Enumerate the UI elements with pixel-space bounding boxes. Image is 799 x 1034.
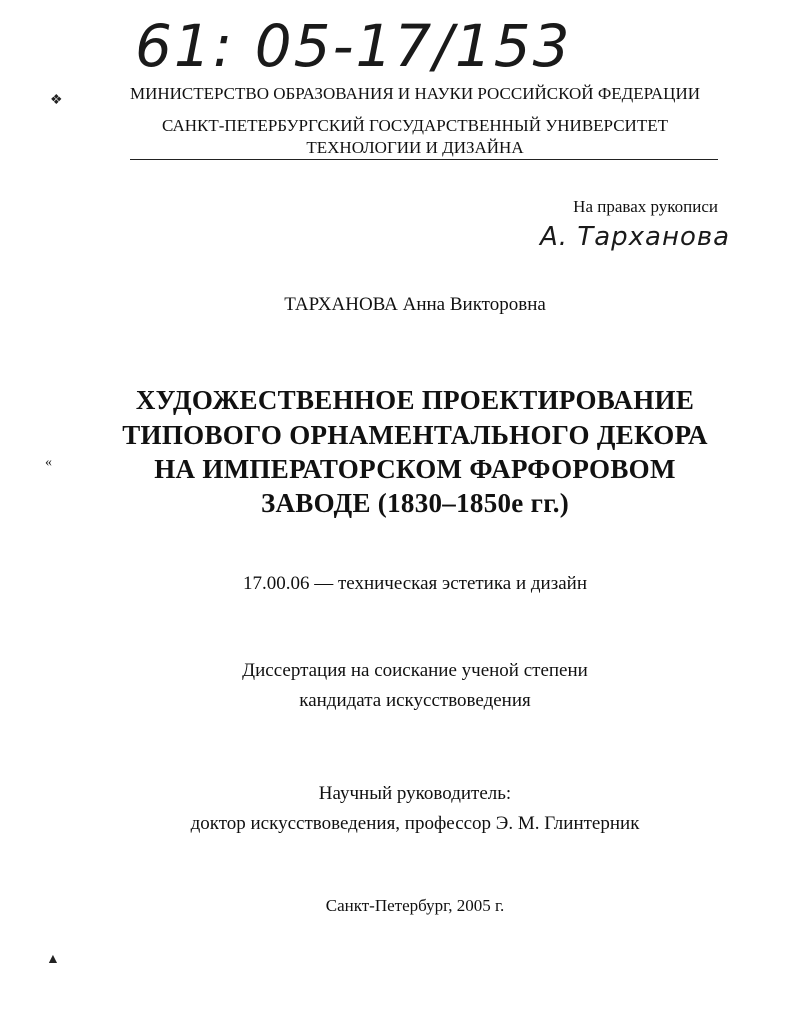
scan-mark: ▲ (46, 952, 60, 967)
title-line: ХУДОЖЕСТВЕННОЕ ПРОЕКТИРОВАНИЕ (135, 385, 695, 415)
specialty: 17.00.06 — техническая эстетика и дизайн (242, 573, 588, 594)
title-line: ЗАВОДЕ (1830–1850е гг.) (260, 488, 570, 518)
manuscript-note: На правах рукописи (573, 197, 718, 216)
header-divider (130, 159, 718, 160)
title-line: ТИПОВОГО ОРНАМЕНТАЛЬНОГО ДЕКОРА (122, 420, 708, 450)
university-line-1: САНКТ-ПЕТЕРБУРГСКИЙ ГОСУДАРСТВЕННЫЙ УНИВЕРСИТЕТ (161, 116, 668, 135)
archive-code-handwritten: 61: 05-17/153 (135, 12, 572, 80)
degree-line: кандидата искусствоведения (299, 690, 531, 711)
place-year: Санкт-Петербург, 2005 г. (325, 896, 505, 915)
degree-line: Диссертация на соискание ученой степени (242, 660, 588, 681)
scan-mark: « (45, 455, 52, 470)
title-line: НА ИМПЕРАТОРСКОМ ФАРФОРОВОМ (154, 454, 676, 484)
author-name: ТАРХАНОВА Анна Викторовна (284, 294, 546, 315)
ministry-heading: МИНИСТЕРСТВО ОБРАЗОВАНИЯ И НАУКИ РОССИЙСКОЙ ФЕДЕРАЦИИ (129, 84, 701, 103)
university-line-2: ТЕХНОЛОГИИ И ДИЗАЙНА (306, 138, 524, 157)
author-signature: А. Тарханова (540, 222, 731, 252)
scan-mark: ❖ (50, 93, 63, 108)
supervisor-name: доктор искусствоведения, профессор Э. М. Глинтерник (190, 813, 640, 834)
supervisor-label: Научный руководитель: (318, 783, 512, 804)
